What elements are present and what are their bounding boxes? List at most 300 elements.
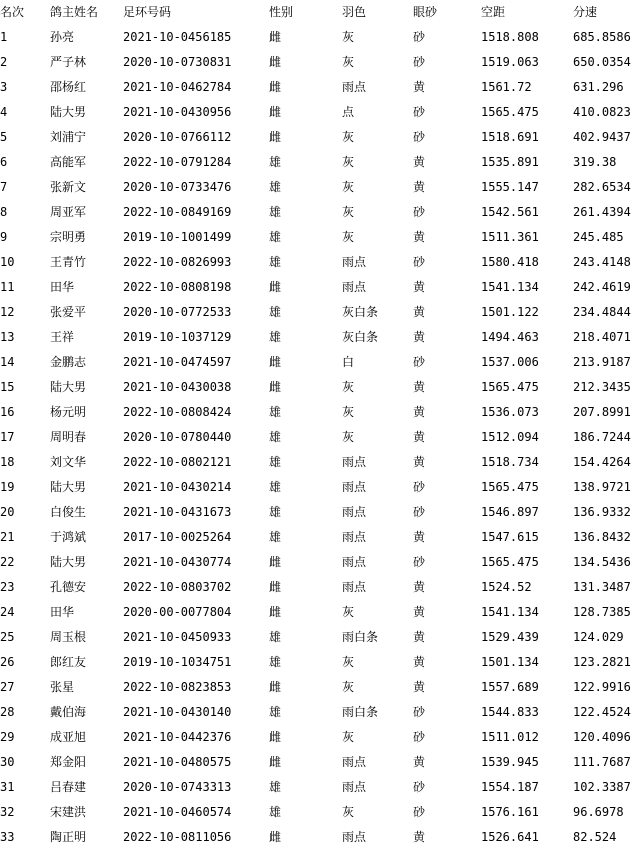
- ring-number-cell: 2021-10-0480575: [123, 755, 232, 769]
- speed-cell: 82.524: [573, 830, 617, 844]
- owner-name-cell: 陆大男: [50, 380, 87, 394]
- rank-cell: 15: [0, 380, 15, 394]
- table-row: [0, 500, 638, 525]
- rank-cell: 8: [0, 205, 8, 219]
- sex-cell: 雌: [269, 30, 282, 44]
- owner-name-cell: 邵杨红: [50, 80, 87, 94]
- feather-color-cell: 雨白条: [342, 630, 379, 644]
- feather-color-cell: 雨点: [342, 530, 367, 544]
- ring-number-cell: 2017-10-0025264: [123, 530, 232, 544]
- ring-number-cell: 2020-00-0077804: [123, 605, 232, 619]
- feather-color-cell: 灰: [342, 405, 355, 419]
- sex-cell: 雌: [269, 355, 282, 369]
- feather-color-cell: 雨点: [342, 480, 367, 494]
- table-row: [0, 200, 638, 225]
- owner-name-cell: 陶正明: [50, 830, 87, 844]
- ring-number-cell: 2021-10-0430038: [123, 380, 232, 394]
- rank-cell: 4: [0, 105, 8, 119]
- rank-cell: 9: [0, 230, 8, 244]
- distance-cell: 1544.833: [481, 705, 539, 719]
- feather-color-cell: 灰: [342, 730, 355, 744]
- owner-name-cell: 孔德安: [50, 580, 87, 594]
- rank-cell: 23: [0, 580, 15, 594]
- ring-number-cell: 2020-10-0733476: [123, 180, 232, 194]
- distance-cell: 1519.063: [481, 55, 539, 69]
- sex-cell: 雄: [269, 255, 282, 269]
- ring-number-cell: 2020-10-0766112: [123, 130, 232, 144]
- speed-cell: 136.8432: [573, 530, 631, 544]
- feather-color-cell: 灰: [342, 805, 355, 819]
- feather-color-cell: 雨点: [342, 780, 367, 794]
- rank-cell: 10: [0, 255, 15, 269]
- eye-sand-cell: 黄: [413, 80, 426, 94]
- sex-cell: 雌: [269, 605, 282, 619]
- speed-cell: 282.6534: [573, 180, 631, 194]
- rank-cell: 2: [0, 55, 8, 69]
- ring-number-cell: 2021-10-0460574: [123, 805, 232, 819]
- owner-name-cell: 宋建洪: [50, 805, 87, 819]
- feather-color-cell: 雨点: [342, 505, 367, 519]
- ring-number-cell: 2022-10-0791284: [123, 155, 232, 169]
- distance-cell: 1561.72: [481, 80, 532, 94]
- rank-cell: 22: [0, 555, 15, 569]
- speed-cell: 154.4264: [573, 455, 631, 469]
- feather-color-cell: 雨点: [342, 255, 367, 269]
- sex-cell: 雌: [269, 580, 282, 594]
- feather-color-cell: 白: [342, 355, 355, 369]
- sex-cell: 雌: [269, 730, 282, 744]
- table-row: [0, 525, 638, 550]
- owner-name-cell: 张爱平: [50, 305, 87, 319]
- speed-cell: 122.9916: [573, 680, 631, 694]
- owner-name-cell: 宗明勇: [50, 230, 87, 244]
- feather-color-cell: 灰白条: [342, 305, 379, 319]
- speed-cell: 261.4394: [573, 205, 631, 219]
- distance-cell: 1541.134: [481, 605, 539, 619]
- rank-cell: 6: [0, 155, 8, 169]
- eye-sand-cell: 砂: [413, 255, 426, 269]
- speed-cell: 128.7385: [573, 605, 631, 619]
- distance-cell: 1518.691: [481, 130, 539, 144]
- eye-sand-cell: 黄: [413, 155, 426, 169]
- sex-cell: 雌: [269, 280, 282, 294]
- owner-name-cell: 张星: [50, 680, 75, 694]
- eye-sand-cell: 砂: [413, 480, 426, 494]
- owner-name-cell: 杨元明: [50, 405, 87, 419]
- feather-color-cell: 灰: [342, 230, 355, 244]
- eye-sand-cell: 黄: [413, 180, 426, 194]
- rank-cell: 28: [0, 705, 15, 719]
- sex-cell: 雌: [269, 380, 282, 394]
- distance-cell: 1511.361: [481, 230, 539, 244]
- sex-cell: 雌: [269, 680, 282, 694]
- rank-cell: 1: [0, 30, 8, 44]
- ring-number-cell: 2021-10-0430774: [123, 555, 232, 569]
- ring-number-cell: 2022-10-0803702: [123, 580, 232, 594]
- column-header-sex: 性别: [269, 5, 294, 19]
- sex-cell: 雄: [269, 305, 282, 319]
- sex-cell: 雄: [269, 430, 282, 444]
- owner-name-cell: 周玉根: [50, 630, 87, 644]
- rank-cell: 16: [0, 405, 15, 419]
- speed-cell: 243.4148: [573, 255, 631, 269]
- table-row: [0, 150, 638, 175]
- eye-sand-cell: 黄: [413, 380, 426, 394]
- speed-cell: 122.4524: [573, 705, 631, 719]
- distance-cell: 1565.475: [481, 480, 539, 494]
- speed-cell: 410.0823: [573, 105, 631, 119]
- owner-name-cell: 成亚旭: [50, 730, 87, 744]
- rank-cell: 26: [0, 655, 15, 669]
- rank-cell: 24: [0, 605, 15, 619]
- feather-color-cell: 点: [342, 105, 355, 119]
- rank-cell: 27: [0, 680, 15, 694]
- owner-name-cell: 周明春: [50, 430, 87, 444]
- ring-number-cell: 2021-10-0430140: [123, 705, 232, 719]
- table-row: [0, 375, 638, 400]
- distance-cell: 1529.439: [481, 630, 539, 644]
- eye-sand-cell: 黄: [413, 330, 426, 344]
- eye-sand-cell: 黄: [413, 655, 426, 669]
- feather-color-cell: 雨点: [342, 755, 367, 769]
- table-row: [0, 825, 638, 850]
- owner-name-cell: 王青竹: [50, 255, 87, 269]
- rank-cell: 12: [0, 305, 15, 319]
- table-row: [0, 425, 638, 450]
- distance-cell: 1518.734: [481, 455, 539, 469]
- owner-name-cell: 孙亮: [50, 30, 75, 44]
- eye-sand-cell: 黄: [413, 230, 426, 244]
- sex-cell: 雄: [269, 530, 282, 544]
- table-row: [0, 350, 638, 375]
- owner-name-cell: 于鸿斌: [50, 530, 87, 544]
- distance-cell: 1518.808: [481, 30, 539, 44]
- ring-number-cell: 2021-10-0474597: [123, 355, 232, 369]
- owner-name-cell: 刘浦宁: [50, 130, 87, 144]
- table-row: [0, 450, 638, 475]
- table-row: [0, 75, 638, 100]
- feather-color-cell: 灰: [342, 30, 355, 44]
- distance-cell: 1536.073: [481, 405, 539, 419]
- table-row: [0, 600, 638, 625]
- feather-color-cell: 雨点: [342, 455, 367, 469]
- table-row: [0, 650, 638, 675]
- feather-color-cell: 灰: [342, 55, 355, 69]
- sex-cell: 雌: [269, 80, 282, 94]
- rank-cell: 33: [0, 830, 15, 844]
- rank-cell: 3: [0, 80, 8, 94]
- sex-cell: 雄: [269, 405, 282, 419]
- speed-cell: 123.2821: [573, 655, 631, 669]
- feather-color-cell: 灰: [342, 655, 355, 669]
- ring-number-cell: 2022-10-0823853: [123, 680, 232, 694]
- sex-cell: 雄: [269, 330, 282, 344]
- feather-color-cell: 雨白条: [342, 705, 379, 719]
- ring-number-cell: 2021-10-0456185: [123, 30, 232, 44]
- owner-name-cell: 刘文华: [50, 455, 87, 469]
- table-body: [0, 25, 638, 850]
- distance-cell: 1565.475: [481, 555, 539, 569]
- rank-cell: 30: [0, 755, 15, 769]
- table-row: [0, 700, 638, 725]
- table-row: [0, 175, 638, 200]
- eye-sand-cell: 黄: [413, 680, 426, 694]
- sex-cell: 雄: [269, 480, 282, 494]
- table-row: [0, 625, 638, 650]
- speed-cell: 134.5436: [573, 555, 631, 569]
- owner-name-cell: 吕春建: [50, 780, 87, 794]
- speed-cell: 242.4619: [573, 280, 631, 294]
- table-row: [0, 725, 638, 750]
- speed-cell: 234.4844: [573, 305, 631, 319]
- speed-cell: 120.4096: [573, 730, 631, 744]
- column-header-distance: 空距: [481, 5, 506, 19]
- ring-number-cell: 2021-10-0450933: [123, 630, 232, 644]
- speed-cell: 245.485: [573, 230, 624, 244]
- speed-cell: 111.7687: [573, 755, 631, 769]
- ring-number-cell: 2020-10-0743313: [123, 780, 232, 794]
- distance-cell: 1494.463: [481, 330, 539, 344]
- table-row: [0, 475, 638, 500]
- table-row: [0, 100, 638, 125]
- eye-sand-cell: 黄: [413, 755, 426, 769]
- rank-cell: 31: [0, 780, 15, 794]
- eye-sand-cell: 砂: [413, 355, 426, 369]
- eye-sand-cell: 黄: [413, 630, 426, 644]
- eye-sand-cell: 砂: [413, 555, 426, 569]
- sex-cell: 雌: [269, 555, 282, 569]
- distance-cell: 1511.012: [481, 730, 539, 744]
- eye-sand-cell: 黄: [413, 305, 426, 319]
- ring-number-cell: 2022-10-0811056: [123, 830, 232, 844]
- owner-name-cell: 金鹏志: [50, 355, 87, 369]
- sex-cell: 雌: [269, 755, 282, 769]
- rank-cell: 14: [0, 355, 15, 369]
- sex-cell: 雄: [269, 180, 282, 194]
- feather-color-cell: 灰: [342, 380, 355, 394]
- table-header: [0, 0, 638, 25]
- table-row: [0, 575, 638, 600]
- rank-cell: 17: [0, 430, 15, 444]
- speed-cell: 212.3435: [573, 380, 631, 394]
- distance-cell: 1524.52: [481, 580, 532, 594]
- feather-color-cell: 雨点: [342, 80, 367, 94]
- eye-sand-cell: 黄: [413, 580, 426, 594]
- distance-cell: 1547.615: [481, 530, 539, 544]
- speed-cell: 402.9437: [573, 130, 631, 144]
- owner-name-cell: 陆大男: [50, 105, 87, 119]
- sex-cell: 雄: [269, 705, 282, 719]
- feather-color-cell: 灰: [342, 155, 355, 169]
- feather-color-cell: 雨点: [342, 555, 367, 569]
- distance-cell: 1535.891: [481, 155, 539, 169]
- owner-name-cell: 高能军: [50, 155, 87, 169]
- ring-number-cell: 2022-10-0808198: [123, 280, 232, 294]
- sex-cell: 雌: [269, 105, 282, 119]
- ring-number-cell: 2022-10-0826993: [123, 255, 232, 269]
- distance-cell: 1554.187: [481, 780, 539, 794]
- owner-name-cell: 白俊生: [50, 505, 87, 519]
- table-row: [0, 775, 638, 800]
- column-header-rank: 名次: [0, 5, 25, 19]
- eye-sand-cell: 砂: [413, 805, 426, 819]
- sex-cell: 雄: [269, 655, 282, 669]
- speed-cell: 102.3387: [573, 780, 631, 794]
- feather-color-cell: 灰: [342, 205, 355, 219]
- column-header-eye-sand: 眼砂: [413, 5, 438, 19]
- table-row: [0, 25, 638, 50]
- rank-cell: 32: [0, 805, 15, 819]
- column-header-ring-number: 足环号码: [123, 5, 172, 19]
- feather-color-cell: 灰: [342, 130, 355, 144]
- owner-name-cell: 陆大男: [50, 480, 87, 494]
- rank-cell: 19: [0, 480, 15, 494]
- speed-cell: 131.3487: [573, 580, 631, 594]
- feather-color-cell: 灰: [342, 605, 355, 619]
- distance-cell: 1526.641: [481, 830, 539, 844]
- eye-sand-cell: 砂: [413, 780, 426, 794]
- sex-cell: 雄: [269, 505, 282, 519]
- ring-number-cell: 2019-10-1034751: [123, 655, 232, 669]
- distance-cell: 1501.122: [481, 305, 539, 319]
- distance-cell: 1542.561: [481, 205, 539, 219]
- feather-color-cell: 雨点: [342, 830, 367, 844]
- ring-number-cell: 2021-10-0430214: [123, 480, 232, 494]
- rank-cell: 13: [0, 330, 15, 344]
- eye-sand-cell: 砂: [413, 105, 426, 119]
- distance-cell: 1565.475: [481, 105, 539, 119]
- ring-number-cell: 2020-10-0772533: [123, 305, 232, 319]
- rank-cell: 21: [0, 530, 15, 544]
- table-row: [0, 325, 638, 350]
- sex-cell: 雄: [269, 630, 282, 644]
- table-row: [0, 400, 638, 425]
- table-row: [0, 250, 638, 275]
- sex-cell: 雄: [269, 455, 282, 469]
- owner-name-cell: 郑金阳: [50, 755, 87, 769]
- feather-color-cell: 雨点: [342, 580, 367, 594]
- speed-cell: 186.7244: [573, 430, 631, 444]
- rank-cell: 29: [0, 730, 15, 744]
- table-row: [0, 675, 638, 700]
- sex-cell: 雄: [269, 780, 282, 794]
- table-row: [0, 125, 638, 150]
- ring-number-cell: 2019-10-1001499: [123, 230, 232, 244]
- sex-cell: 雌: [269, 130, 282, 144]
- ring-number-cell: 2021-10-0430956: [123, 105, 232, 119]
- ring-number-cell: 2020-10-0780440: [123, 430, 232, 444]
- eye-sand-cell: 黄: [413, 430, 426, 444]
- feather-color-cell: 雨点: [342, 280, 367, 294]
- owner-name-cell: 严子林: [50, 55, 87, 69]
- ring-number-cell: 2021-10-0462784: [123, 80, 232, 94]
- table-row: [0, 225, 638, 250]
- ring-number-cell: 2019-10-1037129: [123, 330, 232, 344]
- sex-cell: 雌: [269, 830, 282, 844]
- speed-cell: 213.9187: [573, 355, 631, 369]
- table-row: [0, 550, 638, 575]
- sex-cell: 雄: [269, 230, 282, 244]
- speed-cell: 136.9332: [573, 505, 631, 519]
- feather-color-cell: 灰: [342, 180, 355, 194]
- column-header-owner-name: 鸽主姓名: [50, 5, 99, 19]
- ring-number-cell: 2022-10-0849169: [123, 205, 232, 219]
- rank-cell: 5: [0, 130, 8, 144]
- distance-cell: 1512.094: [481, 430, 539, 444]
- sex-cell: 雄: [269, 805, 282, 819]
- ring-number-cell: 2022-10-0802121: [123, 455, 232, 469]
- distance-cell: 1557.689: [481, 680, 539, 694]
- speed-cell: 319.38: [573, 155, 617, 169]
- table-row: [0, 50, 638, 75]
- eye-sand-cell: 黄: [413, 455, 426, 469]
- distance-cell: 1541.134: [481, 280, 539, 294]
- ring-number-cell: 2020-10-0730831: [123, 55, 232, 69]
- distance-cell: 1555.147: [481, 180, 539, 194]
- eye-sand-cell: 砂: [413, 705, 426, 719]
- distance-cell: 1565.475: [481, 380, 539, 394]
- eye-sand-cell: 砂: [413, 730, 426, 744]
- ring-number-cell: 2021-10-0442376: [123, 730, 232, 744]
- table-row: [0, 800, 638, 825]
- eye-sand-cell: 砂: [413, 505, 426, 519]
- speed-cell: 631.296: [573, 80, 624, 94]
- feather-color-cell: 灰白条: [342, 330, 379, 344]
- feather-color-cell: 灰: [342, 430, 355, 444]
- sex-cell: 雄: [269, 155, 282, 169]
- table-row: [0, 275, 638, 300]
- speed-cell: 124.029: [573, 630, 624, 644]
- distance-cell: 1546.897: [481, 505, 539, 519]
- rank-cell: 11: [0, 280, 15, 294]
- speed-cell: 207.8991: [573, 405, 631, 419]
- distance-cell: 1576.161: [481, 805, 539, 819]
- feather-color-cell: 灰: [342, 680, 355, 694]
- eye-sand-cell: 黄: [413, 605, 426, 619]
- owner-name-cell: 田华: [50, 605, 75, 619]
- speed-cell: 685.8586: [573, 30, 631, 44]
- eye-sand-cell: 砂: [413, 30, 426, 44]
- distance-cell: 1539.945: [481, 755, 539, 769]
- eye-sand-cell: 砂: [413, 130, 426, 144]
- rank-cell: 20: [0, 505, 15, 519]
- owner-name-cell: 田华: [50, 280, 75, 294]
- table-row: [0, 300, 638, 325]
- column-header-speed: 分速: [573, 5, 598, 19]
- speed-cell: 138.9721: [573, 480, 631, 494]
- distance-cell: 1537.006: [481, 355, 539, 369]
- distance-cell: 1580.418: [481, 255, 539, 269]
- speed-cell: 650.0354: [573, 55, 631, 69]
- eye-sand-cell: 砂: [413, 55, 426, 69]
- header-row: [0, 0, 638, 25]
- table-row: [0, 750, 638, 775]
- owner-name-cell: 张新文: [50, 180, 87, 194]
- owner-name-cell: 周亚军: [50, 205, 87, 219]
- owner-name-cell: 戴伯海: [50, 705, 87, 719]
- speed-cell: 218.4071: [573, 330, 631, 344]
- sex-cell: 雌: [269, 55, 282, 69]
- rank-cell: 18: [0, 455, 15, 469]
- eye-sand-cell: 黄: [413, 405, 426, 419]
- rank-cell: 7: [0, 180, 8, 194]
- eye-sand-cell: 黄: [413, 280, 426, 294]
- rank-cell: 25: [0, 630, 15, 644]
- eye-sand-cell: 黄: [413, 830, 426, 844]
- eye-sand-cell: 砂: [413, 205, 426, 219]
- owner-name-cell: 郎红友: [50, 655, 87, 669]
- eye-sand-cell: 黄: [413, 530, 426, 544]
